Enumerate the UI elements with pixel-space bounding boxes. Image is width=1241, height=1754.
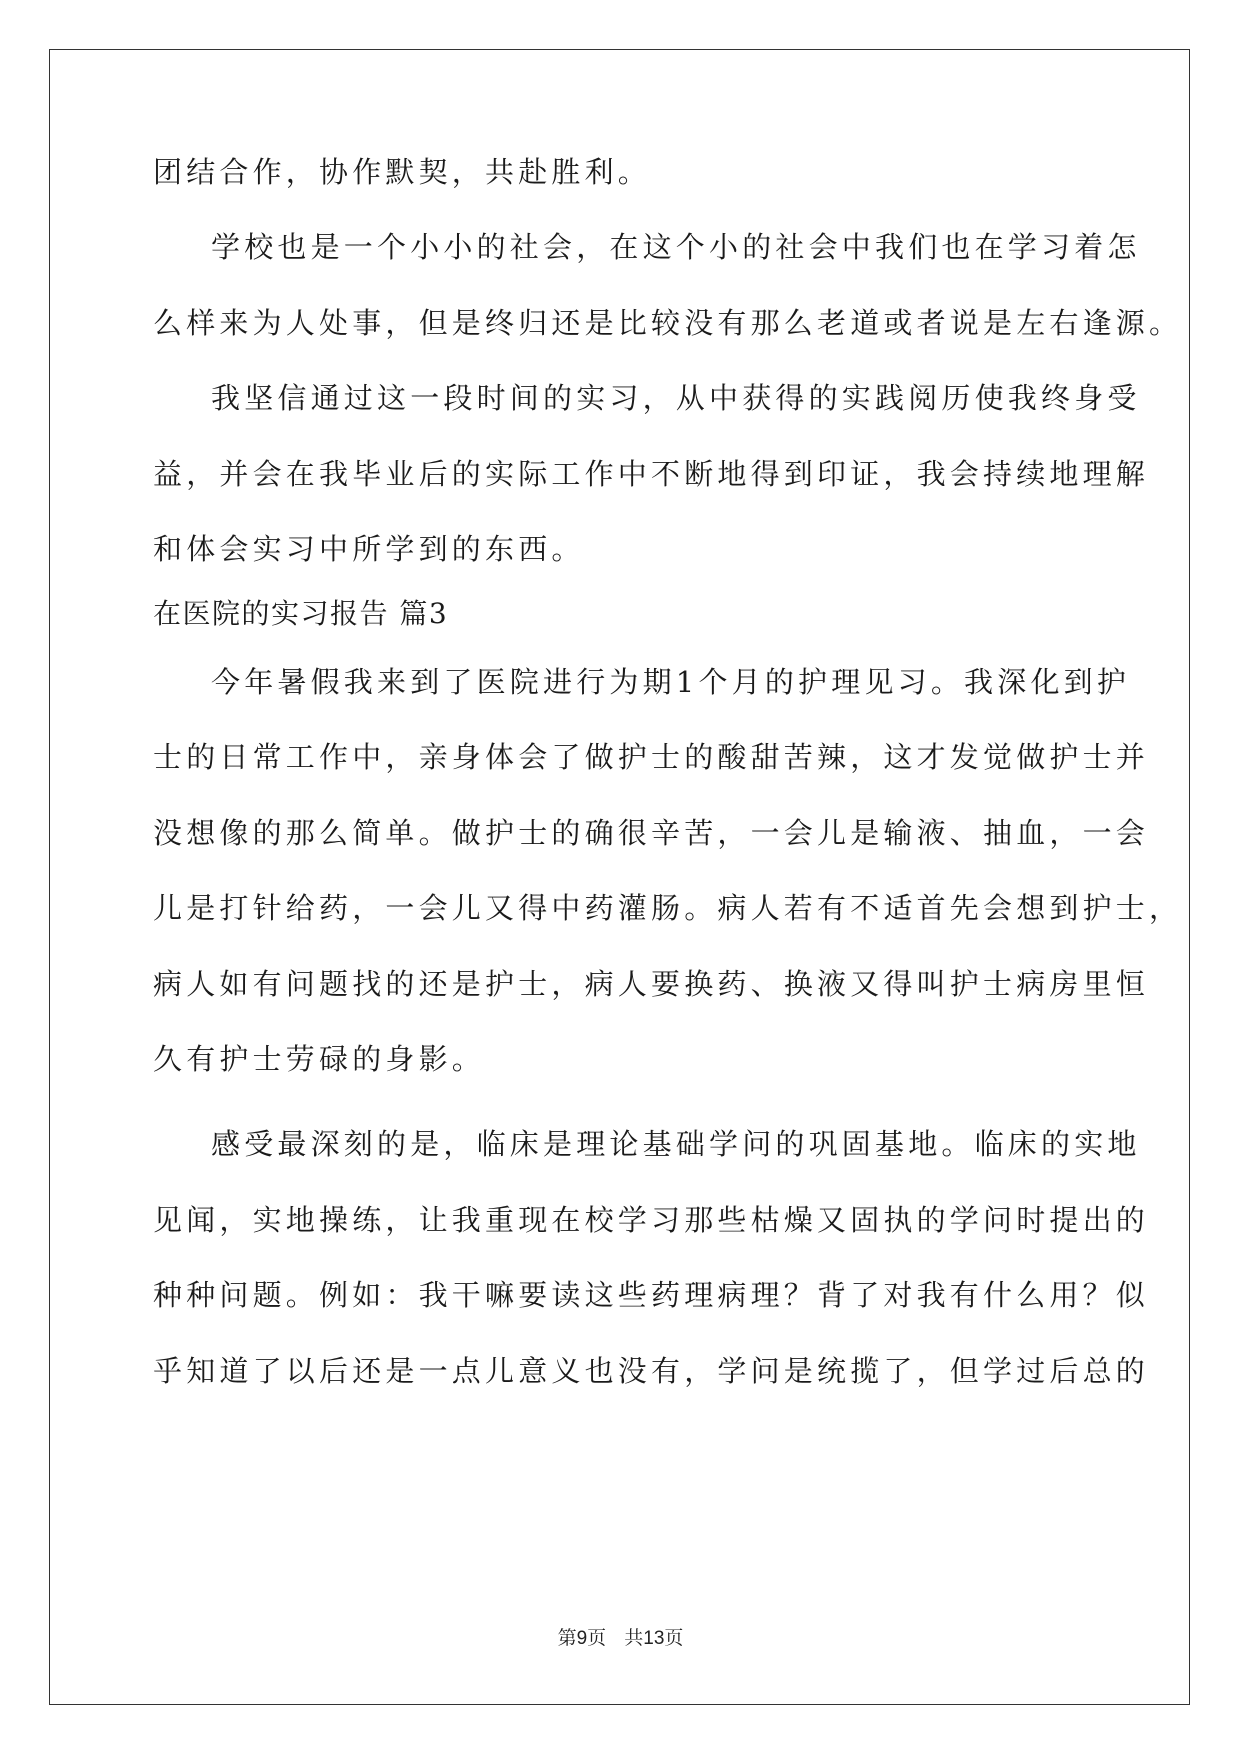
text-line: 病人如有问题找的还是护士，病人要换药、换液又得叫护士病房里恒 <box>153 967 1150 1001</box>
text-line: 见闻，实地操练，让我重现在校学习那些枯燥又固执的学问时提出的 <box>153 1203 1150 1237</box>
text-line: 士的日常工作中，亲身体会了做护士的酸甜苦辣，这才发觉做护士并 <box>153 740 1150 774</box>
text-line: 益，并会在我毕业后的实际工作中不断地得到印证，我会持续地理解 <box>153 457 1150 491</box>
text-line: 没想像的那么简单。做护士的确很辛苦，一会儿是输液、抽血，一会 <box>153 816 1150 850</box>
text-line: 么样来为人处事，但是终归还是比较没有那么老道或者说是左右逢源。 <box>153 306 1183 340</box>
footer-suffix: 页 <box>664 1627 684 1649</box>
text-line: 乎知道了以后还是一点儿意义也没有，学问是统揽了，但学过后总的 <box>153 1354 1150 1388</box>
text-line: 团结合作，协作默契，共赴胜利。 <box>153 155 652 189</box>
current-page-number: 9 <box>576 1628 588 1649</box>
text-line: 儿是打针给药，一会儿又得中药灌肠。病人若有不适首先会想到护士， <box>153 891 1183 925</box>
text-line: 今年暑假我来到了医院进行为期1个月的护理见习。我深化到护 <box>211 665 1131 699</box>
text-line: 久有护士劳碌的身影。 <box>153 1042 486 1076</box>
footer-middle: 页 共 <box>587 1627 644 1649</box>
total-pages-number: 13 <box>643 1628 665 1649</box>
text-line: 我坚信通过这一段时间的实习，从中获得的实践阅历使我终身受 <box>211 381 1141 415</box>
text-line: 和体会实习中所学到的东西。 <box>153 532 585 566</box>
footer-prefix: 第 <box>557 1627 577 1649</box>
text-line: 感受最深刻的是，临床是理论基础学问的巩固基地。临床的实地 <box>211 1127 1141 1161</box>
text-line: 学校也是一个小小的社会，在这个小的社会中我们也在学习着怎 <box>211 230 1141 264</box>
page-footer <box>0 1625 1241 1652</box>
section-heading: 在医院的实习报告 篇3 <box>153 597 449 630</box>
text-line: 种种问题。例如：我干嘛要读这些药理病理？背了对我有什么用？似 <box>153 1278 1150 1312</box>
page-border <box>49 49 1190 1705</box>
